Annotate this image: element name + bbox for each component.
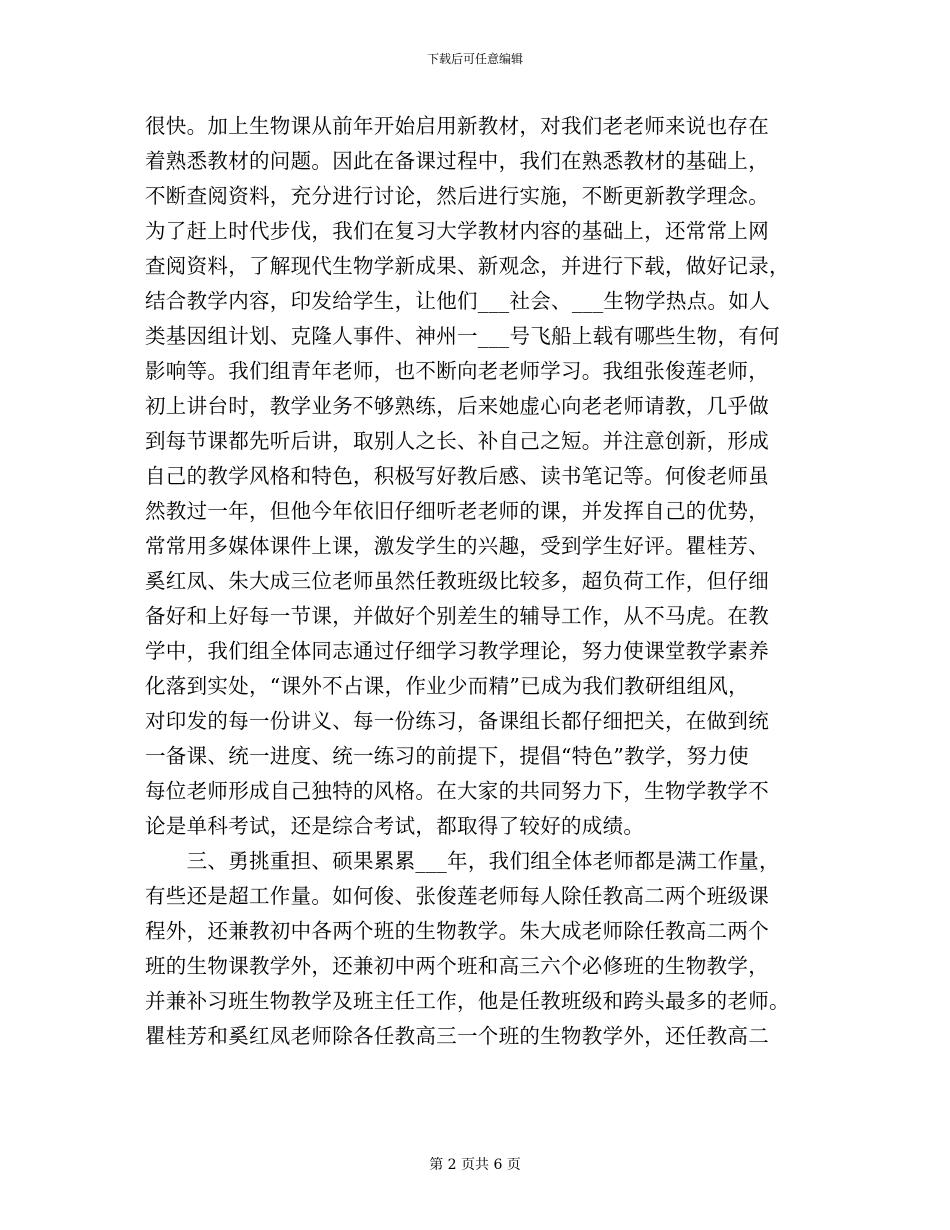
text-line: 对印发的每一份讲义、每一份练习，备课组长都仔细把关，在做到统	[145, 709, 769, 733]
text-line: 结合教学内容，印发给学生，让他们___社会、___生物学热点。如人	[145, 289, 770, 313]
text-line: 并兼补习班生物教学及班主任工作，他是任教班级和跨头最多的老师。	[145, 989, 790, 1013]
text-line: 初上讲台时，教学业务不够熟练，后来她虚心向老老师请教，几乎做	[145, 394, 769, 418]
text-line: 班的生物课教学外，还兼初中两个班和高三六个必修班的生物教学，	[145, 954, 769, 978]
text-line: 常常用多媒体课件上课，激发学生的兴趣，受到学生好评。瞿桂芳、	[145, 534, 769, 558]
text-line: 为了赶上时代步伐，我们在复习大学教材内容的基础上，还常常上网	[145, 219, 769, 243]
text-line: 影响等。我们组青年老师，也不断向老老师学习。我组张俊莲老师，	[145, 359, 769, 383]
text-line: 很快。加上生物课从前年开始启用新教材，对我们老老师来说也存在	[145, 114, 769, 138]
document-body	[145, 109, 815, 1054]
text-line: 类基因组计划、克隆人事件、神州一___号飞船上载有哪些生物，有何	[145, 324, 780, 348]
page-header: 下载后可任意编辑	[426, 52, 523, 66]
text-line: 查阅资料，了解现代生物学新成果、新观念，并进行下载，做好记录，	[145, 254, 790, 278]
text-line: 不断查阅资料，充分进行讨论，然后进行实施，不断更新教学理念。	[145, 184, 769, 208]
text-line: 自己的教学风格和特色，积极写好教后感、读书笔记等。何俊老师虽	[145, 464, 769, 488]
text-line: 瞿桂芳和奚红凤老师除各任教高三一个班的生物教学外，还任教高二	[145, 1024, 769, 1048]
text-line: 论是单科考试，还是综合考试，都取得了较好的成绩。	[145, 814, 645, 838]
text-line: 一备课、统一进度、统一练习的前提下，提倡“特色”教学，努力使	[145, 744, 749, 768]
text-line: 然教过一年，但他今年依旧仔细听老老师的课，并发挥自己的优势，	[145, 499, 769, 523]
text-line: 奚红凤、朱大成三位老师虽然任教班级比较多，超负荷工作，但仔细	[145, 569, 769, 593]
text-line: 有些还是超工作量。如何俊、张俊莲老师每人除任教高二两个班级课	[145, 884, 769, 908]
text-line: 三、勇挑重担、硕果累累___年，我们组全体老师都是满工作量，	[145, 849, 780, 873]
text-line: 学中，我们组全体同志通过仔细学习教学理论，努力使课堂教学素养	[145, 639, 769, 663]
text-line: 到每节课都先听后讲，取别人之长、补自己之短。并注意创新，形成	[145, 429, 769, 453]
text-line: 每位老师形成自己独特的风格。在大家的共同努力下，生物学教学不	[145, 779, 769, 803]
text-line: 程外，还兼教初中各两个班的生物教学。朱大成老师除任教高二两个	[145, 919, 769, 943]
text-line: 化落到实处，“课外不占课，作业少而精”已成为我们教研组组风，	[145, 674, 749, 698]
page-number-footer: 第 2 页共 6 页	[429, 1157, 521, 1173]
text-line: 着熟悉教材的问题。因此在备课过程中，我们在熟悉教材的基础上，	[145, 149, 769, 173]
text-line: 备好和上好每一节课，并做好个别差生的辅导工作，从不马虎。在教	[145, 604, 769, 628]
